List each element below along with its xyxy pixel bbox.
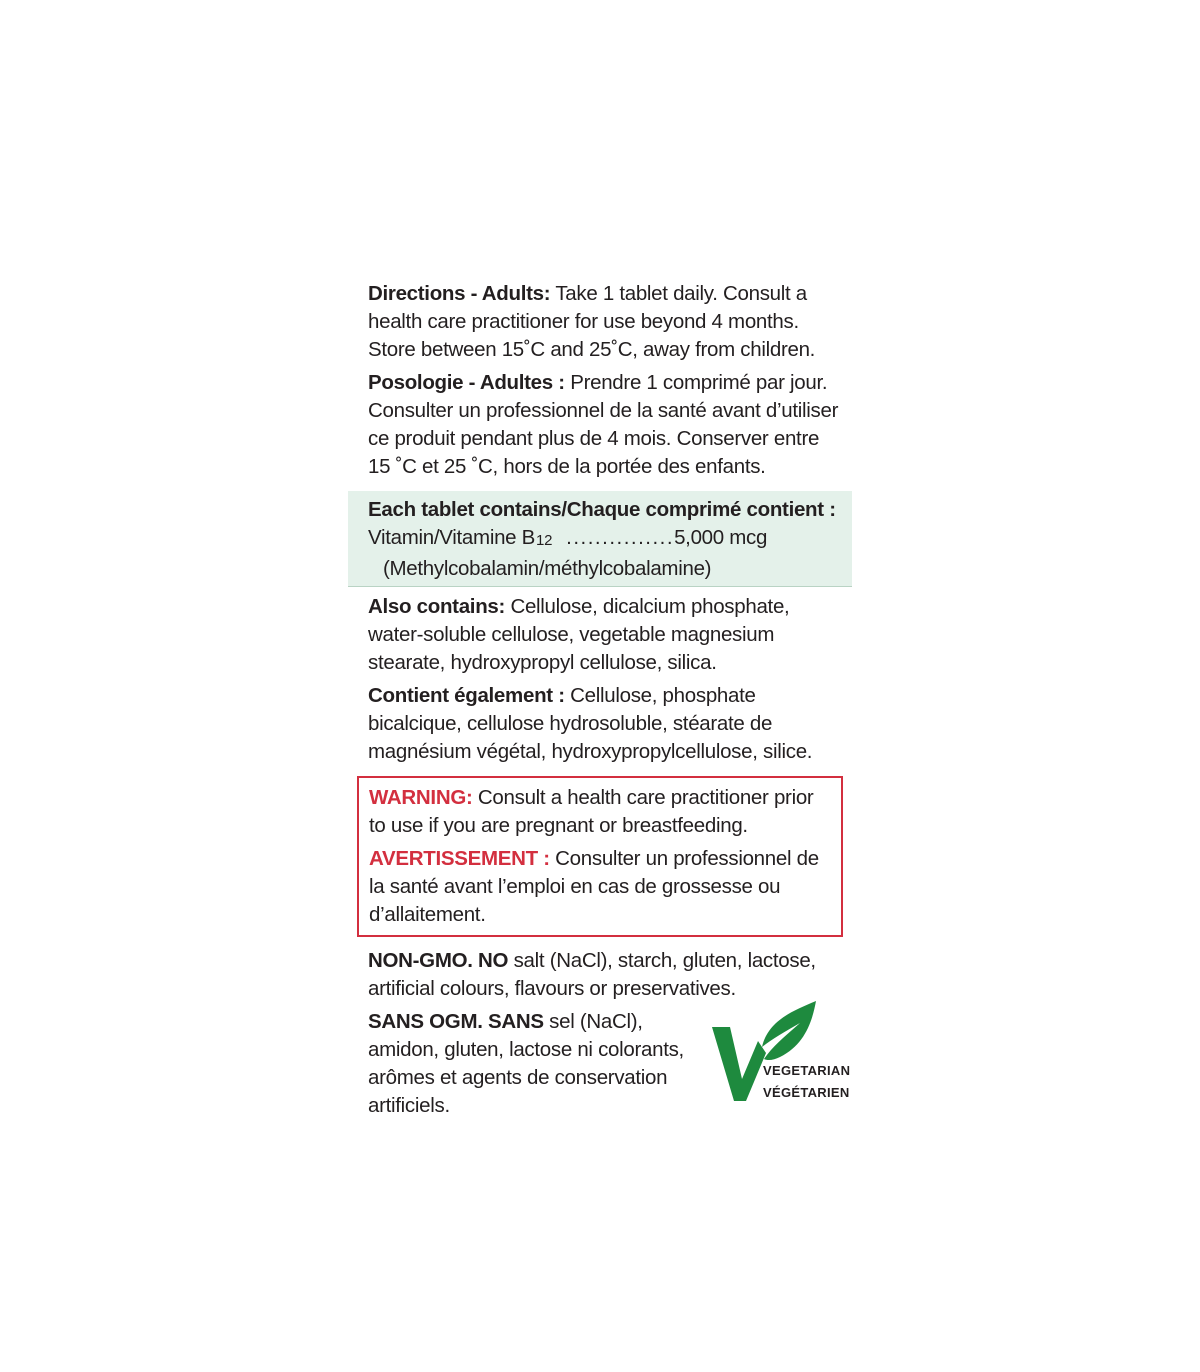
contents-box xyxy=(348,491,852,587)
free-from-en xyxy=(368,947,844,1003)
warning-box xyxy=(357,776,843,937)
vegetarian-logo-en: VEGETARIAN xyxy=(763,1063,851,1078)
warning-fr xyxy=(369,845,831,929)
directions-en-text: Take 1 tablet daily. Consult a health care practitioner for use beyond 4 months. Store between 15˚C and 25˚C, away from children. xyxy=(368,282,816,361)
also-contains-fr-label: Contient également : xyxy=(368,684,565,707)
directions-fr xyxy=(368,369,844,481)
contents-heading xyxy=(368,496,844,524)
warning-en-label: WARNING: xyxy=(369,786,473,809)
free-from-en-text: salt (NaCl), starch, gluten, lactose, artificial colours, flavours or preservatives. xyxy=(368,949,816,1000)
ingredient-name xyxy=(368,524,552,555)
free-from-section xyxy=(348,947,852,1120)
warning-fr-label: AVERTISSEMENT : xyxy=(369,847,550,870)
also-contains-fr-text: Cellulose, phosphate bicalcique, cellulose hydrosoluble, stéarate de magnésium végétal, hydroxypropylcellulose, silice. xyxy=(368,684,813,763)
label-panel xyxy=(348,280,852,1120)
ingredient-source: (Methylcobalamin/méthylcobalamine) xyxy=(383,557,712,580)
contents-heading-text: Each tablet contains/Chaque comprimé contient : xyxy=(368,498,836,521)
also-contains-en-text: Cellulose, dicalcium phosphate, water-soluble cellulose, vegetable magnesium stearate, hydroxypropyl cellulose, silica. xyxy=(368,595,790,674)
directions-fr-label: Posologie - Adultes : xyxy=(368,371,565,394)
directions-en xyxy=(368,280,844,364)
ingredient-row xyxy=(368,524,844,555)
also-contains-en xyxy=(368,593,844,677)
warning-en xyxy=(369,784,831,840)
warning-en-text: Consult a health care practitioner prior to use if you are pregnant or breastfeeding. xyxy=(369,786,814,837)
vegetarian-logo xyxy=(708,1001,851,1111)
directions-en-label: Directions - Adults: xyxy=(368,282,551,305)
ingredient-subscript: 12 xyxy=(536,532,553,549)
free-from-fr-text: sel (NaCl), amidon, gluten, lactose ni colorants, arômes et agents de conservation artificiels. xyxy=(368,1010,684,1117)
free-from-fr xyxy=(368,1008,698,1120)
also-contains-section xyxy=(348,593,852,766)
also-contains-en-label: Also contains: xyxy=(368,595,506,618)
free-from-fr-label: SANS OGM. SANS xyxy=(368,1010,544,1033)
warning-fr-text: Consulter un professionnel de la santé avant l’emploi en cas de grossesse ou d’allaitement. xyxy=(369,847,819,926)
directions-fr-text: Prendre 1 comprimé par jour. Consulter un professionnel de la santé avant d’utiliser ce produit pendant plus de 4 mois. Conserver entre 15 ˚C et 25 ˚C, hors de la portée des enfants. xyxy=(368,371,839,478)
free-from-en-label: NON-GMO. NO xyxy=(368,949,509,972)
ingredient-name-text: Vitamin/Vitamine B xyxy=(368,526,536,549)
also-contains-fr xyxy=(368,682,844,766)
dot-leader: ............... xyxy=(566,526,675,549)
directions-section xyxy=(348,280,852,481)
vegetarian-logo-fr: VÉGÉTARIEN xyxy=(763,1085,850,1100)
ingredient-amount: 5,000 mcg xyxy=(674,526,768,549)
